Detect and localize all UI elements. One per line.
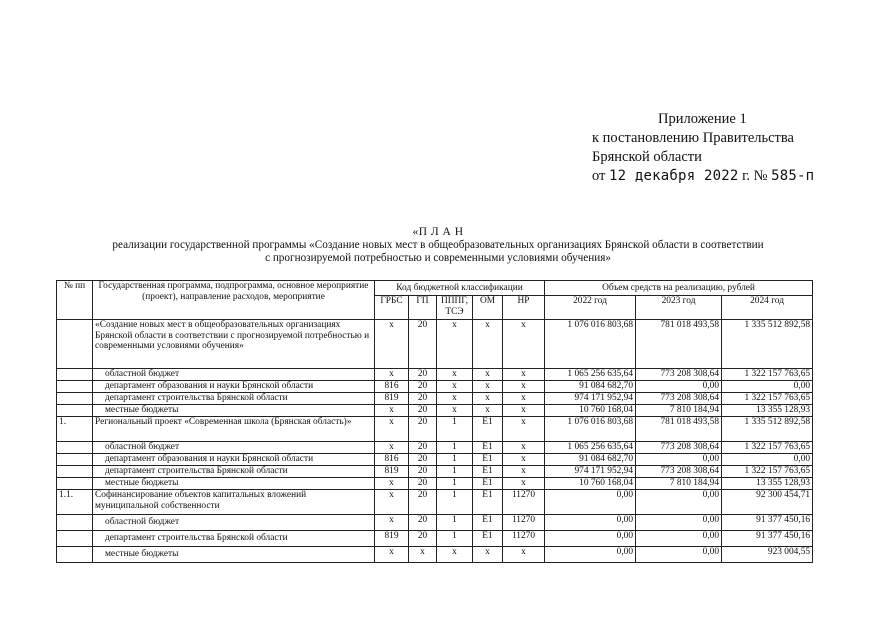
row-gp: 20: [409, 369, 437, 381]
row-grbs: 819: [375, 466, 409, 478]
row-amount-2022: 1 065 256 635,64: [545, 369, 636, 381]
row-pppg: х: [437, 381, 473, 393]
row-num: 1.1.: [57, 490, 93, 515]
row-amount-2024: 92 300 454,71: [722, 490, 813, 515]
table-row: [57, 369, 813, 381]
row-amount-2022: 10 760 168,04: [545, 405, 636, 417]
row-om: Е1: [473, 466, 503, 478]
row-num: [57, 454, 93, 466]
row-grbs: 816: [375, 381, 409, 393]
appendix-date: 12 декабря 2022: [609, 168, 739, 184]
row-amount-2023: 0,00: [636, 381, 722, 393]
row-num: [57, 369, 93, 381]
row-om: х: [473, 381, 503, 393]
row-amount-2024: 1 322 157 763,65: [722, 369, 813, 381]
row-amount-2022: 1 065 256 635,64: [545, 442, 636, 454]
row-amount-2023: 0,00: [636, 531, 722, 547]
row-amount-2023: 773 208 308,64: [636, 466, 722, 478]
row-name: департамент образования и науки Брянской области: [93, 381, 375, 393]
row-num: 1.: [57, 417, 93, 442]
table-row: [57, 466, 813, 478]
table-row: [57, 381, 813, 393]
row-gp: 20: [409, 515, 437, 531]
row-amount-2022: 10 760 168,04: [545, 478, 636, 490]
row-amount-2024: 1 335 512 892,58: [722, 320, 813, 369]
row-nr: х: [503, 405, 545, 417]
row-name: департамент образования и науки Брянской области: [93, 454, 375, 466]
row-grbs: х: [375, 369, 409, 381]
row-amount-2022: 1 076 016 803,68: [545, 417, 636, 442]
row-amount-2022: 974 171 952,94: [545, 466, 636, 478]
row-om: Е1: [473, 515, 503, 531]
row-amount-2024: 0,00: [722, 381, 813, 393]
header-amount-group: Объем средств на реализацию, рублей: [545, 281, 813, 296]
row-grbs: х: [375, 417, 409, 442]
table-row: [57, 417, 813, 442]
plan-title: «П Л А Н: [412, 226, 464, 238]
row-amount-2022: 0,00: [545, 531, 636, 547]
row-gp: х: [409, 547, 437, 563]
row-nr: х: [503, 454, 545, 466]
row-nr: х: [503, 478, 545, 490]
row-pppg: 1: [437, 515, 473, 531]
row-num: [57, 531, 93, 547]
row-amount-2023: 781 018 493,58: [636, 320, 722, 369]
row-gp: 20: [409, 466, 437, 478]
row-grbs: 819: [375, 531, 409, 547]
row-grbs: х: [375, 490, 409, 515]
table-row: [57, 442, 813, 454]
row-num: [57, 405, 93, 417]
row-name: департамент строительства Брянской области: [93, 531, 375, 547]
row-pppg: х: [437, 547, 473, 563]
plan-table: [56, 280, 813, 563]
table-row: [57, 405, 813, 417]
row-nr: 11270: [503, 531, 545, 547]
row-om: Е1: [473, 417, 503, 442]
row-num: [57, 381, 93, 393]
row-amount-2024: 0,00: [722, 454, 813, 466]
row-om: Е1: [473, 531, 503, 547]
appendix-resolution: к постановлению Правительства: [592, 130, 794, 146]
row-name: Региональный проект «Современная школа (Брянская область)»: [93, 417, 375, 442]
row-gp: 20: [409, 381, 437, 393]
row-amount-2024: 91 377 450,16: [722, 531, 813, 547]
table-row: [57, 320, 813, 369]
row-pppg: 1: [437, 454, 473, 466]
row-om: х: [473, 547, 503, 563]
table-row: [57, 490, 813, 515]
header-pppg: ПППГ, ТСЭ: [437, 296, 473, 320]
row-amount-2022: 974 171 952,94: [545, 393, 636, 405]
row-pppg: 1: [437, 490, 473, 515]
header-gp: ГП: [409, 296, 437, 320]
row-amount-2024: 91 377 450,16: [722, 515, 813, 531]
row-gp: 20: [409, 490, 437, 515]
appendix-from: от: [592, 168, 606, 184]
row-pppg: х: [437, 369, 473, 381]
row-amount-2023: 773 208 308,64: [636, 393, 722, 405]
row-pppg: 1: [437, 478, 473, 490]
row-grbs: х: [375, 320, 409, 369]
row-amount-2023: 0,00: [636, 454, 722, 466]
row-om: Е1: [473, 478, 503, 490]
row-pppg: х: [437, 320, 473, 369]
row-nr: 11270: [503, 490, 545, 515]
row-nr: 11270: [503, 515, 545, 531]
row-nr: х: [503, 381, 545, 393]
table-row: [57, 515, 813, 531]
row-amount-2024: 1 322 157 763,65: [722, 442, 813, 454]
row-name: Софинансирование объектов капитальных вложений муниципальной собственности: [93, 490, 375, 515]
header-grbs: ГРБС: [375, 296, 409, 320]
row-nr: х: [503, 320, 545, 369]
row-gp: 20: [409, 454, 437, 466]
header-2024: 2024 год: [722, 296, 813, 320]
header-2022: 2022 год: [545, 296, 636, 320]
row-nr: х: [503, 442, 545, 454]
row-om: х: [473, 320, 503, 369]
row-om: Е1: [473, 490, 503, 515]
row-name: областной бюджет: [93, 369, 375, 381]
row-amount-2023: 0,00: [636, 547, 722, 563]
row-name: областной бюджет: [93, 515, 375, 531]
row-grbs: х: [375, 405, 409, 417]
row-om: х: [473, 405, 503, 417]
row-pppg: х: [437, 405, 473, 417]
plan-subtitle-line2: с прогнозируемой потребностью и современными условиями обучения»: [265, 252, 611, 264]
appendix-region: Брянской области: [592, 149, 702, 165]
row-nr: х: [503, 369, 545, 381]
appendix-g-no: г. №: [742, 168, 768, 184]
row-num: [57, 515, 93, 531]
table-row: [57, 478, 813, 490]
row-gp: 20: [409, 417, 437, 442]
row-num: [57, 478, 93, 490]
row-name: департамент строительства Брянской области: [93, 466, 375, 478]
row-nr: х: [503, 417, 545, 442]
appendix-title: Приложение 1: [658, 111, 747, 127]
row-om: Е1: [473, 442, 503, 454]
row-amount-2023: 0,00: [636, 490, 722, 515]
appendix-date-line: [592, 167, 814, 186]
plan-heading: [0, 226, 876, 265]
row-om: х: [473, 369, 503, 381]
row-nr: х: [503, 547, 545, 563]
row-gp: 20: [409, 393, 437, 405]
row-amount-2022: 91 084 682,70: [545, 454, 636, 466]
row-nr: х: [503, 466, 545, 478]
row-amount-2022: 1 076 016 803,68: [545, 320, 636, 369]
header-nr: НР: [503, 296, 545, 320]
row-amount-2023: 7 810 184,94: [636, 478, 722, 490]
row-amount-2022: 0,00: [545, 515, 636, 531]
row-gp: 20: [409, 478, 437, 490]
plan-table-body: [57, 320, 813, 563]
row-amount-2024: 13 355 128,93: [722, 405, 813, 417]
row-amount-2022: 0,00: [545, 547, 636, 563]
row-amount-2024: 1 335 512 892,58: [722, 417, 813, 442]
row-name: областной бюджет: [93, 442, 375, 454]
header-name: Государственная программа, подпрограмма, основное мероприятие (проект), направление расходов, мероприятие: [93, 281, 375, 320]
row-amount-2024: 1 322 157 763,65: [722, 466, 813, 478]
row-amount-2024: 13 355 128,93: [722, 478, 813, 490]
row-amount-2023: 773 208 308,64: [636, 369, 722, 381]
row-grbs: х: [375, 547, 409, 563]
table-row: [57, 393, 813, 405]
row-grbs: х: [375, 515, 409, 531]
header-code-group: Код бюджетной классификации: [375, 281, 545, 296]
header-num: № пп: [57, 281, 93, 320]
row-grbs: 819: [375, 393, 409, 405]
row-name: департамент строительства Брянской области: [93, 393, 375, 405]
row-amount-2022: 91 084 682,70: [545, 381, 636, 393]
row-num: [57, 320, 93, 369]
row-pppg: 1: [437, 442, 473, 454]
row-gp: 20: [409, 405, 437, 417]
header-om: ОМ: [473, 296, 503, 320]
table-row: [57, 531, 813, 547]
row-pppg: 1: [437, 466, 473, 478]
row-amount-2023: 773 208 308,64: [636, 442, 722, 454]
row-num: [57, 442, 93, 454]
row-gp: 20: [409, 442, 437, 454]
row-amount-2022: 0,00: [545, 490, 636, 515]
row-amount-2024: 1 322 157 763,65: [722, 393, 813, 405]
row-grbs: х: [375, 442, 409, 454]
row-om: Е1: [473, 454, 503, 466]
row-amount-2023: 0,00: [636, 515, 722, 531]
row-om: х: [473, 393, 503, 405]
row-grbs: х: [375, 478, 409, 490]
header-2023: 2023 год: [636, 296, 722, 320]
table-row: [57, 547, 813, 563]
row-amount-2023: 7 810 184,94: [636, 405, 722, 417]
row-gp: 20: [409, 531, 437, 547]
row-num: [57, 393, 93, 405]
row-pppg: 1: [437, 531, 473, 547]
row-pppg: х: [437, 393, 473, 405]
plan-subtitle-line1: реализации государственной программы «Создание новых мест в общеобразовательных организациях Брянской области в соответствии: [112, 239, 764, 251]
appendix-number: 585-п: [771, 168, 815, 184]
row-pppg: 1: [437, 417, 473, 442]
row-nr: х: [503, 393, 545, 405]
row-num: [57, 466, 93, 478]
row-name: местные бюджеты: [93, 405, 375, 417]
table-row: [57, 454, 813, 466]
row-num: [57, 547, 93, 563]
row-grbs: 816: [375, 454, 409, 466]
row-name: местные бюджеты: [93, 547, 375, 563]
row-amount-2023: 781 018 493,58: [636, 417, 722, 442]
row-name: местные бюджеты: [93, 478, 375, 490]
row-name: «Создание новых мест в общеобразовательных организациях Брянской области в соответствии с прогнозируемой потребностью и современными условиями обучения»: [93, 320, 375, 369]
row-amount-2024: 923 004,55: [722, 547, 813, 563]
row-gp: 20: [409, 320, 437, 369]
appendix-block: [592, 110, 814, 186]
